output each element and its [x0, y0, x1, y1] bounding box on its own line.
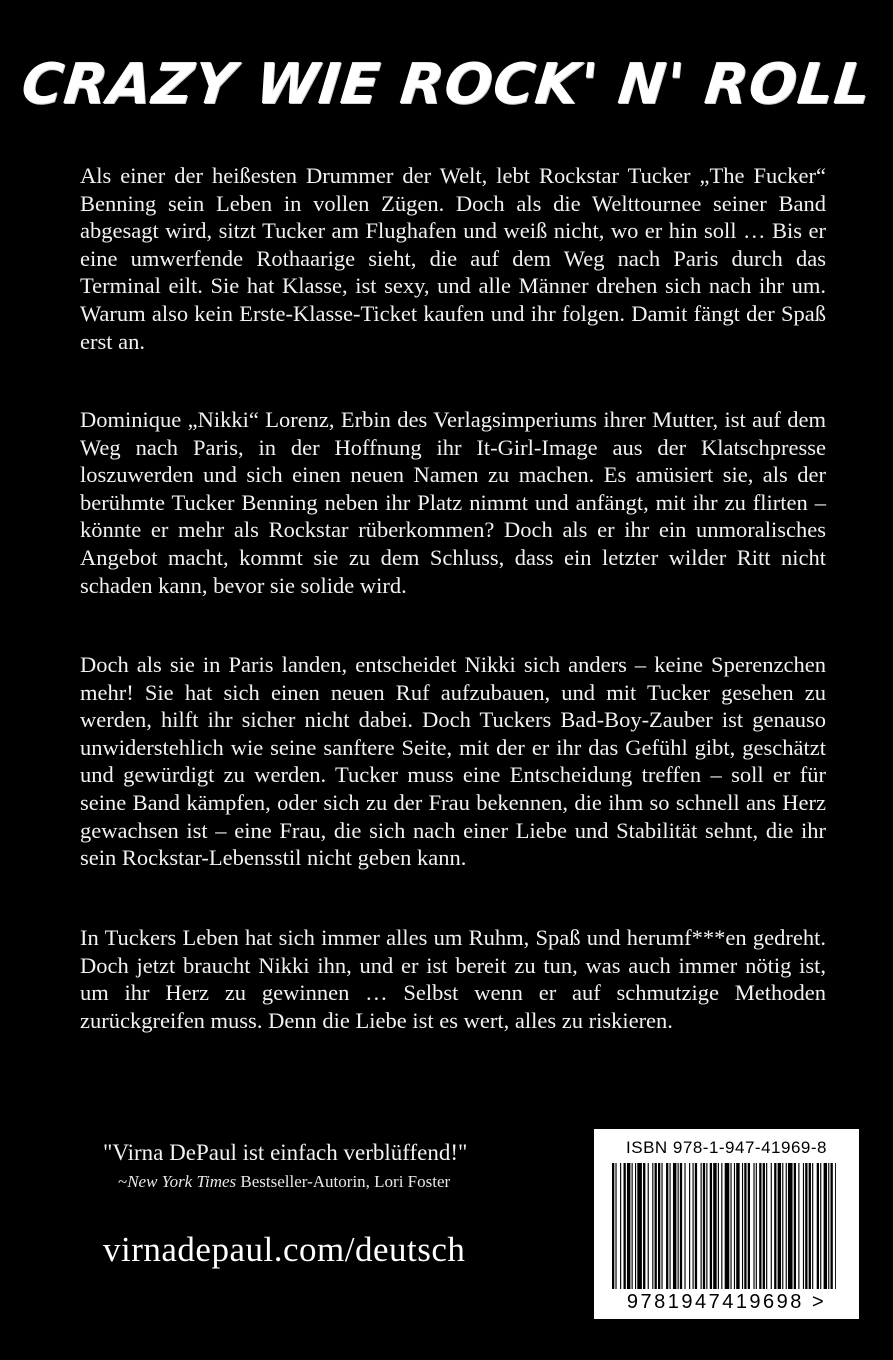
barcode-bar — [771, 1163, 772, 1289]
barcode-bar — [632, 1163, 633, 1289]
book-title: CRAZY WIE ROCK' N' ROLL — [18, 52, 875, 117]
barcode-bar — [703, 1163, 705, 1289]
barcode-bar — [620, 1163, 621, 1289]
blurb-paragraph-4: In Tuckers Leben hat sich immer alles um Ruhm, Spaß und herumf***en gedreht. Doch jetzt braucht Nikki ihn, und er ist bereit zu tun, was auch immer nötig ist, um ihr Herz zu gewinnen … Selbst wenn er auf schmutzige Methoden zurückgreifen muss. Denn die Liebe ist es wert, alles zu riskieren. — [80, 925, 826, 1033]
barcode-bar — [635, 1163, 636, 1289]
barcode-bar — [809, 1163, 811, 1289]
barcode-bar — [684, 1163, 685, 1289]
barcode-bar — [637, 1163, 642, 1289]
review-quote: "Virna DePaul ist einfach verblüffend!" — [103, 1140, 468, 1165]
barcode-bar — [680, 1163, 682, 1289]
barcode-bar — [695, 1163, 697, 1289]
author-website: virnadepaul.com/deutsch — [103, 1230, 466, 1269]
barcode-bar — [643, 1163, 645, 1289]
isbn-barcode-box — [594, 1129, 859, 1319]
barcode-bar — [615, 1163, 616, 1289]
barcode-bar — [774, 1163, 776, 1289]
barcode-bar — [805, 1163, 807, 1289]
barcode-bar — [678, 1163, 679, 1289]
blurb-paragraph-3: Doch als sie in Paris landen, entscheidet Nikki sich anders – keine Sperenzchen mehr! Sie hat sich einen neuen Ruf aufzubauen, und mit Tucker gesehen zu werden, hilft ihr sicher nicht dabei. Doch Tuckers Bad-Boy-Zauber ist genauso unwiderstehlich wie seine sanftere Seite, mit der er ihr das Gefühl gibt, geschätzt und gewürdigt zu werden. Tucker muss eine Entscheidung treffen – soll er für seine Band kämpfen, oder sich zu der Frau bekennen, die ihm so schnell ans Herz gewachsen ist – eine Frau, die sich nach einer Liebe und Stabilität sehnt, die ihr sein Rockstar-Lebensstil nicht geben kann. — [80, 652, 826, 871]
attribution-prefix: ~ — [118, 1172, 128, 1191]
barcode-bar — [655, 1163, 657, 1289]
barcode-bar — [693, 1163, 694, 1289]
barcode-bar — [794, 1163, 796, 1289]
barcode-digits: 9781947419698 > — [626, 1291, 827, 1313]
blurb-paragraph-1: Als einer der heißesten Drummer der Welt, lebt Rockstar Tucker „The Fucker“ Benning sein Leben in vollen Zügen. Doch als die Welttournee seiner Band abgesagt wird, sitzt Tucker am Flughafen und weiß nicht, wo er hin soll … Bis er eine umwerfende Rothaarige sieht, die auf dem Weg nach Paris durch das Terminal eilt. Sie hat Klasse, ist sexy, und alle Männer drehen sich nach ihr um. Warum also kein Erste-Klasse-Ticket kaufen und ihr folgen. Damit fängt der Spaß erst an. — [80, 163, 826, 354]
barcode-bar — [748, 1163, 750, 1289]
barcode-bar — [744, 1163, 746, 1289]
barcode-bar — [756, 1163, 757, 1289]
barcode-bar — [736, 1163, 739, 1289]
barcode-bar — [763, 1163, 765, 1289]
barcode-bar — [824, 1163, 827, 1289]
attribution-rest: Bestseller-Autorin, Lori Foster — [236, 1172, 451, 1191]
barcode-bar — [658, 1163, 660, 1289]
barcode-bar — [817, 1163, 819, 1289]
barcode-bar — [831, 1163, 833, 1289]
barcode-bar — [788, 1163, 793, 1289]
barcode-bar — [730, 1163, 731, 1289]
barcode-bar — [624, 1163, 626, 1289]
barcode-bar — [648, 1163, 649, 1289]
barcode-bar — [689, 1163, 690, 1289]
barcode-bar — [701, 1163, 702, 1289]
barcode-bar — [710, 1163, 712, 1289]
barcode-bar — [835, 1163, 836, 1289]
barcode-bar — [820, 1163, 821, 1289]
barcode-bar — [782, 1163, 783, 1289]
barcode-bar — [713, 1163, 716, 1289]
attribution-source: New York Times — [127, 1172, 237, 1191]
barcode-bar — [612, 1163, 614, 1289]
barcode-bar — [673, 1163, 676, 1289]
quote-attribution — [118, 1172, 450, 1192]
barcode-bar — [725, 1163, 730, 1289]
barcode-bar — [759, 1163, 761, 1289]
barcode-bar — [753, 1163, 754, 1289]
barcode-bar — [742, 1163, 743, 1289]
barcode-bar — [652, 1163, 653, 1289]
barcode-bar — [670, 1163, 671, 1289]
barcode-bar — [627, 1163, 630, 1289]
barcode-bar — [766, 1163, 767, 1289]
barcode-bar — [812, 1163, 813, 1289]
barcode-bar — [734, 1163, 735, 1289]
barcode-bar — [803, 1163, 804, 1289]
blurb-paragraph-2: Dominique „Nikki“ Lorenz, Erbin des Verlagsimperiums ihrer Mutter, ist auf dem Weg nach Paris, in der Hoffnung ihr It-Girl-Image aus der Klatschpresse loszuwerden und sich einen neuen Namen zu machen. Es amüsiert sie, als der berühmte Tucker Benning neben ihr Platz nimmt und anfängt, mit ihr zu flirten – könnte er mehr als Rockstar rüberkommen? Doch als er ihr ein unmoralisches Angebot macht, kommt sie zu dem Schluss, dass ein letzter wilder Ritt nicht schaden kann, bevor sie solide wird. — [80, 407, 826, 598]
barcode-bar — [661, 1163, 662, 1289]
isbn-label: ISBN 978-1-947-41969-8 — [626, 1138, 827, 1157]
barcode-bar — [706, 1163, 707, 1289]
barcode-bar — [666, 1163, 668, 1289]
barcode-bar — [798, 1163, 799, 1289]
barcode-bar — [828, 1163, 829, 1289]
barcode-bar — [778, 1163, 781, 1289]
barcode-bars — [612, 1163, 836, 1289]
barcode-bar — [786, 1163, 787, 1289]
barcode-bar — [718, 1163, 719, 1289]
barcode-bar — [721, 1163, 722, 1289]
